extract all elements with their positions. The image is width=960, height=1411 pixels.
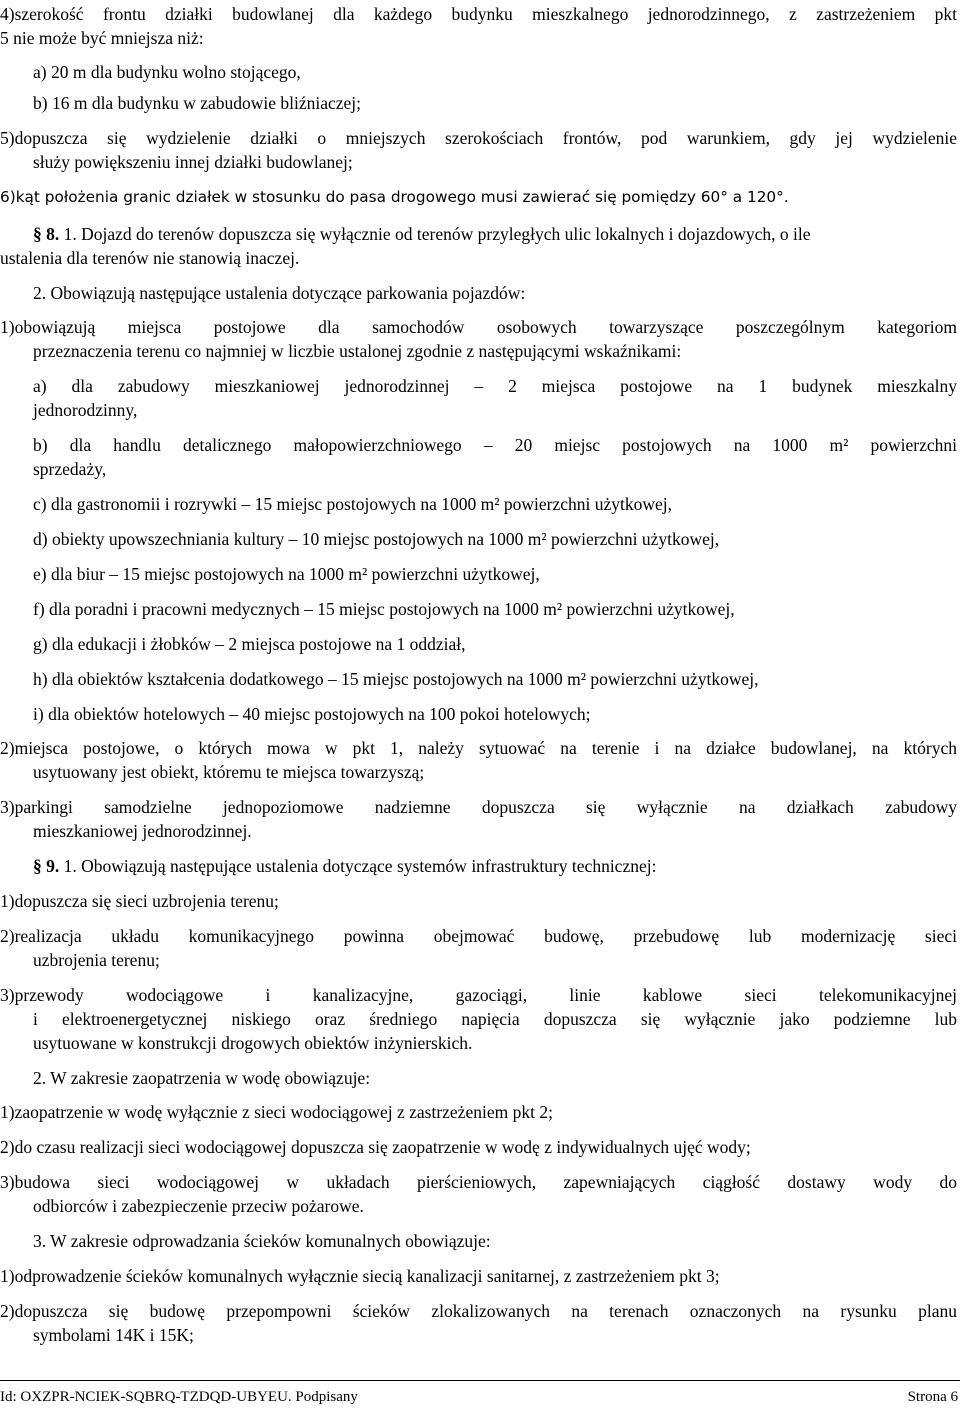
section-9-text: 1. Obowiązują następujące ustalenia dotyczące systemów infrastruktury technicznej: xyxy=(59,856,657,876)
paragraph-line: uzbrojenia terenu; xyxy=(33,950,160,970)
list-item: sprzedaży, xyxy=(33,459,107,479)
list-item: h) dla obiektów kształcenia dodatkowego – 15 miejsc postojowych na 1000 m² powierzchni użytkowej, xyxy=(33,669,759,689)
paragraph-line: usytuowane w konstrukcji drogowych obiektów inżynierskich. xyxy=(33,1033,473,1053)
paragraph-line: odbiorców i zabezpieczenie przeciw pożarowe. xyxy=(33,1196,364,1216)
paragraph-line: 3)parkingi samodzielne jednopoziomowe nadziemne dopuszcza się wyłącznie na działkach zabudowy xyxy=(0,797,957,817)
paragraph-line: 3)przewody wodociągowe i kanalizacyjne, gazociągi, linie kablowe sieci telekomunikacyjnej xyxy=(0,985,957,1005)
list-item: 1)odprowadzenie ścieków komunalnych wyłącznie siecią kanalizacji sanitarnej, z zastrzeżeniem pkt 3; xyxy=(0,1266,720,1286)
paragraph-line: 6)kąt położenia granic działek w stosunku do pasa drogowego musi zawierać się pomiędzy 60° a 120°. xyxy=(0,188,789,206)
paragraph-line: 2. W zakresie zaopatrzenia w wodę obowiązuje: xyxy=(33,1068,371,1088)
paragraph-line: służy powiększeniu innej działki budowlanej; xyxy=(33,152,353,172)
list-item: b) 16 m dla budynku w zabudowie bliźniaczej; xyxy=(33,93,362,113)
paragraph-line: 3. W zakresie odprowadzania ścieków komunalnych obowiązuje: xyxy=(33,1231,491,1251)
paragraph-line: 5 nie może być mniejsza niż: xyxy=(0,28,204,48)
paragraph-line: usytuowany jest obiekt, któremu te miejsca towarzyszą; xyxy=(33,762,425,782)
document-id: Id: OXZPR-NCIEK-SQBRQ-TZDQD-UBYEU. Podpisany xyxy=(0,1389,358,1405)
footer-divider xyxy=(0,1380,960,1381)
section-8-text: 1. Dojazd do terenów dopuszcza się wyłącznie od terenów przyległych ulic lokalnych i dojazdowych, o ile xyxy=(59,224,811,244)
paragraph-line: 3)budowa sieci wodociągowej w układach pierścieniowych, zapewniających ciągłość dostawy wody do xyxy=(0,1172,957,1192)
list-item: a) dla zabudowy mieszkaniowej jednorodzinnej – 2 miejsca postojowe na 1 budynek mieszkalny xyxy=(33,376,957,396)
paragraph-line: 2)realizacja układu komunikacyjnego powinna obejmować budowę, przebudowę lub modernizację sieci xyxy=(0,926,957,946)
paragraph-line: 4)szerokość frontu działki budowlanej dla każdego budynku mieszkalnego jednorodzinnego, z zastrzeżeniem pkt xyxy=(0,4,957,24)
list-item: b) dla handlu detalicznego małopowierzchniowego – 20 miejsc postojowych na 1000 m² powierzchni xyxy=(33,435,957,455)
list-item: c) dla gastronomii i rozrywki – 15 miejsc postojowych na 1000 m² powierzchni użytkowej, xyxy=(33,494,672,514)
page-number: Strona 6 xyxy=(907,1389,958,1405)
list-item: i) dla obiektów hotelowych – 40 miejsc postojowych na 100 pokoi hotelowych; xyxy=(33,704,591,724)
paragraph-line: 2. Obowiązują następujące ustalenia dotyczące parkowania pojazdów: xyxy=(33,283,526,303)
list-item: 1)dopuszcza się sieci uzbrojenia terenu; xyxy=(0,891,279,911)
paragraph-line: 2)dopuszcza się budowę przepompowni ścieków zlokalizowanych na terenach oznaczonych na rysunku planu xyxy=(0,1301,957,1321)
section-9-line xyxy=(33,854,933,878)
list-item: f) dla poradni i pracowni medycznych – 15 miejsc postojowych na 1000 m² powierzchni użytkowej, xyxy=(33,599,735,619)
paragraph-line: symbolami 14K i 15K; xyxy=(33,1325,194,1345)
paragraph-line: 2)miejsca postojowe, o których mowa w pkt 1, należy sytuować na terenie i na działce budowlanej, na których xyxy=(0,738,957,758)
list-item: d) obiekty upowszechniania kultury – 10 miejsc postojowych na 1000 m² powierzchni użytkowej, xyxy=(33,529,720,549)
list-item: 1)zaopatrzenie w wodę wyłącznie z sieci wodociągowej z zastrzeżeniem pkt 2; xyxy=(0,1102,553,1122)
list-item: jednorodzinny, xyxy=(33,400,138,420)
list-item: e) dla biur – 15 miejsc postojowych na 1000 m² powierzchni użytkowej, xyxy=(33,564,540,584)
section-8-line xyxy=(33,222,957,246)
paragraph-line: 1)obowiązują miejsca postojowe dla samochodów osobowych towarzyszące poszczególnym kategoriom xyxy=(0,317,957,337)
section-8-number: § 8. xyxy=(33,224,60,244)
paragraph-line: przeznaczenia terenu co najmniej w liczbie ustalonej zgodnie z następującymi wskaźnikami: xyxy=(33,341,682,361)
paragraph-line: mieszkaniowej jednorodzinnej. xyxy=(33,821,252,841)
list-item: g) dla edukacji i żłobków – 2 miejsca postojowe na 1 oddział, xyxy=(33,634,466,654)
paragraph-line: 5)dopuszcza się wydzielenie działki o mniejszych szerokościach frontów, pod warunkiem, gdy jej wydzielenie xyxy=(0,128,957,148)
paragraph-line: ustalenia dla terenów nie stanowią inaczej. xyxy=(0,248,300,268)
section-9-number: § 9. xyxy=(33,856,60,876)
paragraph-line: i elektroenergetycznej niskiego oraz średniego napięcia dopuszcza się wyłącznie jako podziemne lub xyxy=(33,1009,957,1029)
list-item: 2)do czasu realizacji sieci wodociągowej dopuszcza się zaopatrzenie w wodę z indywidualnych ujęć wody; xyxy=(0,1137,751,1157)
list-item: a) 20 m dla budynku wolno stojącego, xyxy=(33,62,301,82)
